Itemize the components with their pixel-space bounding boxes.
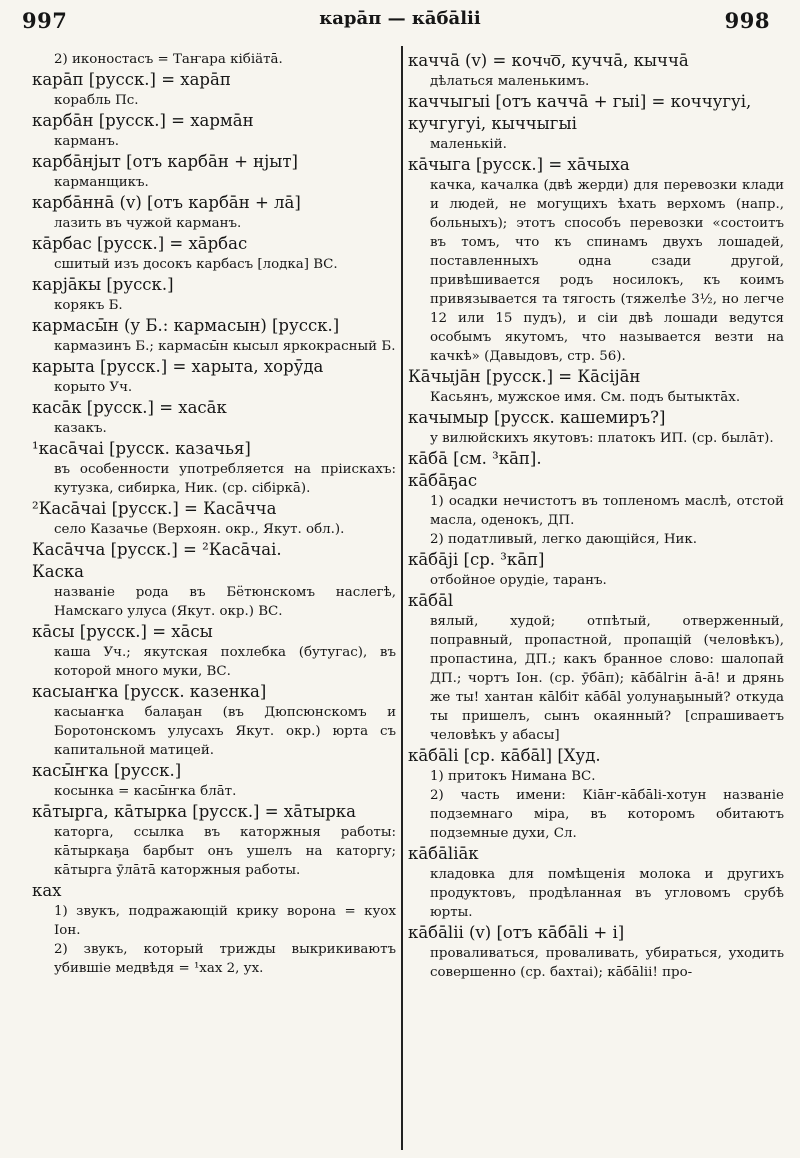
dictionary-entry — [408, 366, 784, 407]
page-header — [0, 0, 800, 40]
dictionary-entry — [32, 539, 396, 561]
entry-headword: кāтырга, кāтырка [русск.] = хāтырка — [32, 802, 356, 821]
entry-gloss: названiе рода въ Бётюнскомъ наслегѣ, Намскаго улуса (Якут. окр.) ВС. — [54, 585, 396, 619]
entry-gloss: касыаҥка балаҕан (въ Дюпсюнскомъ и Боротонскомъ улусахъ Якут. окр.) юрта съ капитальной матицей. — [54, 705, 396, 758]
entry-gloss: проваливаться, проваливать, убираться, уходить совершенно (ср. бахтаі); кāбālіі! про- — [430, 946, 784, 980]
entry-gloss: отбойное орудiе, таранъ. — [430, 573, 607, 588]
entry-headword: касы̄ҥка [русск.] — [32, 761, 182, 780]
dictionary-entry — [408, 745, 784, 843]
dictionary-entry — [32, 760, 396, 801]
entry-headword: кāбāl — [408, 591, 454, 610]
entry-gloss: 2) часть имени: Кіāҥ-кāбālі-хотун названiе подземнаго мiра, въ которомъ обитаютъ подземные духи, Сл. — [430, 788, 784, 841]
entry-gloss: корыто Уч. — [54, 380, 133, 395]
entry-gloss: 2) иконостасъ = Таҥара кібіäтā. — [54, 52, 283, 67]
entry-headword: кāбālіі (v) [отъ кāбālі + і] — [408, 923, 625, 942]
entry-gloss: маленькiй. — [430, 137, 507, 152]
entry-gloss: корабль Пс. — [54, 93, 139, 108]
entry-headword: ¹касāчаі [русск. казачья] — [32, 439, 251, 458]
entry-headword: кāчыга [русск.] = хāчыха — [408, 155, 630, 174]
entry-headword: карбāн [русск.] = хармāн — [32, 111, 254, 130]
entry-headword: карjāкы [русск.] — [32, 275, 174, 294]
entry-headword: Каска — [32, 562, 84, 581]
entry-gloss: кармазинъ Б.; кармасы̄н кысыл яркокрасный Б. — [54, 339, 396, 354]
dictionary-entry — [32, 50, 396, 69]
entry-headword: качымыр [русск. кашемиръ?] — [408, 408, 666, 427]
dictionary-entry — [32, 880, 396, 978]
entry-gloss: село Казачье (Верхоян. окр., Якут. обл.). — [54, 522, 345, 537]
entry-gloss: качка, качалка (двѣ жерди) для перевозки клади и людей, не могущихъ ѣхать верхомъ (напр., больныхъ); этотъ способъ перевозки «состоитъ въ томъ, что къ спинамъ двухъ лошадей, поставленныхъ одна сзади другой, привѣшивается родъ носилокъ, къ коимъ привязывается та тягость (тяжелѣе 3½, но легче 12 или 15 пудъ), и сiи двѣ лошади ведутся особымъ якутомъ, что называется везти на качкѣ» (Давыдовъ, стр. 56). — [430, 178, 784, 364]
column-divider — [401, 46, 403, 1150]
entry-headword: кармасы̄н (у Б.: кармасын) [русск.] — [32, 316, 340, 335]
entry-gloss: у вилюйскихъ якутовъ: платокъ ИП. (ср. былāт). — [430, 431, 774, 446]
left-page-number: 997 — [22, 8, 68, 33]
entry-gloss: корякъ Б. — [54, 298, 123, 313]
entry-headword: кāбālі [ср. кāбāl] [Худ. — [408, 746, 601, 765]
dictionary-entry — [32, 110, 396, 151]
dictionary-entry — [408, 843, 784, 922]
entry-headword: кāбālіāк — [408, 844, 479, 863]
dictionary-entry — [32, 801, 396, 880]
running-head: карāп — кāбālіі — [319, 8, 481, 29]
entry-headword: ках — [32, 881, 62, 900]
dictionary-entry — [408, 91, 784, 154]
entry-gloss: карманъ. — [54, 134, 120, 149]
entry-gloss: сшитый изъ досокъ карбасъ [лодка] ВС. — [54, 257, 338, 272]
entry-gloss: въ особенности употребляется на прiискахъ: кутузка, сибирка, Ник. (ср. сібіркā). — [54, 462, 396, 496]
dictionary-entry — [408, 470, 784, 549]
dictionary-entry — [32, 356, 396, 397]
entry-headword: кāбā [см. ³кāп]. — [408, 449, 542, 468]
entry-gloss: казакъ. — [54, 421, 107, 436]
dictionary-entry — [408, 448, 784, 470]
dictionary-entry — [32, 621, 396, 681]
entry-gloss: 1) притокъ Нимана ВС. — [430, 769, 596, 784]
entry-gloss: лазить въ чужой карманъ. — [54, 216, 242, 231]
entry-headword: касāк [русск.] = хасāк — [32, 398, 227, 417]
entry-headword: кāбāҕас — [408, 471, 478, 490]
entry-gloss: Касьянъ, мужское имя. См. подъ бытыктāх. — [430, 390, 741, 405]
entry-headword: кāбājі [ср. ³кāп] — [408, 550, 545, 569]
dictionary-entry — [32, 69, 396, 110]
entry-gloss: кладовка для помѣщенiя молока и другихъ продуктовъ, продѣланная въ угловомъ срубѣ юрты. — [430, 867, 784, 920]
right-column — [408, 50, 784, 1146]
entry-headword: карбāннā (v) [отъ карбāн + лā] — [32, 193, 301, 212]
entry-headword: каччыгыі [отъ каччā + гыі] = коччугуі, кучгугуі, кыччыгыі — [408, 92, 752, 133]
dictionary-entry — [32, 397, 396, 438]
entry-headword: кāсы [русск.] = хāсы — [32, 622, 213, 641]
entry-headword: карыта [русск.] = харыта, хорӯда — [32, 357, 324, 376]
entry-headword: Касāчча [русск.] = ²Касāчаі. — [32, 540, 282, 559]
dictionary-entry — [32, 233, 396, 274]
entry-headword: касыаҥка [русск. казенка] — [32, 682, 267, 701]
dictionary-entry — [32, 274, 396, 315]
entry-gloss: 1) осадки нечистотъ въ топленомъ маслѣ, отстой масла, оденокъ, ДП. — [430, 494, 784, 528]
dictionary-entry — [32, 498, 396, 539]
dictionary-entry — [408, 590, 784, 745]
entry-gloss: вялый, худой; отпѣтый, отверженный, поправный, пропастной, пропащiй (человѣкъ), пропастина, ДП.; какъ бранное слово: шалопай ДП.; чортъ Іон. (ср. ӯбāп); кāбālгін ā-ā! и дрянь же ты! хантан кālбіт кāбāl уолунаҕыный? откуда ты пришелъ, сынъ окаянный? [спрашиваетъ человѣкъ у абасы] — [430, 614, 784, 743]
dictionary-entry — [32, 681, 396, 760]
entry-headword: ²Касāчаі [русск.] = Касāчча — [32, 499, 277, 518]
dictionary-entry — [32, 561, 396, 621]
dictionary-entry — [408, 407, 784, 448]
entry-headword: каччā (v) = кочч͞о, куччā, кыччā — [408, 51, 689, 70]
dictionary-entry — [32, 151, 396, 192]
entry-gloss: косынка = касы̄ҥка блāт. — [54, 784, 237, 799]
dictionary-entry — [408, 154, 784, 366]
entry-gloss: каторга, ссылка въ каторжныя работы: кāтыркаҕа барбыт онъ ушелъ на каторгу; кāтырга ӯлāтā каторжныя работы. — [54, 825, 396, 878]
dictionary-entry — [32, 315, 396, 356]
entry-gloss: карманщикъ. — [54, 175, 149, 190]
entry-headword: кāрбас [русск.] = хāрбас — [32, 234, 248, 253]
entry-headword: Кāчыjāн [русск.] = Кāсіjāн — [408, 367, 641, 386]
entry-gloss: дѣлаться маленькимъ. — [430, 74, 590, 89]
entry-headword: карāп [русск.] = харāп — [32, 70, 231, 89]
entry-headword: карбāнjыт [отъ карбāн + нjыт] — [32, 152, 298, 171]
entry-gloss: 2) звукъ, который трижды выкрикиваютъ убившiе медвѣдя = ¹хах 2, ух. — [54, 942, 396, 976]
dictionary-entry — [408, 549, 784, 590]
dictionary-entry — [32, 438, 396, 498]
entry-gloss: 2) податливый, легко дающiйся, Ник. — [430, 532, 698, 547]
right-page-number: 998 — [724, 8, 770, 33]
dictionary-entry — [408, 50, 784, 91]
left-column — [32, 50, 396, 1146]
dictionary-entry — [32, 192, 396, 233]
entry-gloss: каша Уч.; якутская похлебка (бутугас), въ которой много муки, ВС. — [54, 645, 396, 679]
dictionary-entry — [408, 922, 784, 982]
entry-gloss: 1) звукъ, подражающiй крику ворона = куох Іон. — [54, 904, 396, 938]
